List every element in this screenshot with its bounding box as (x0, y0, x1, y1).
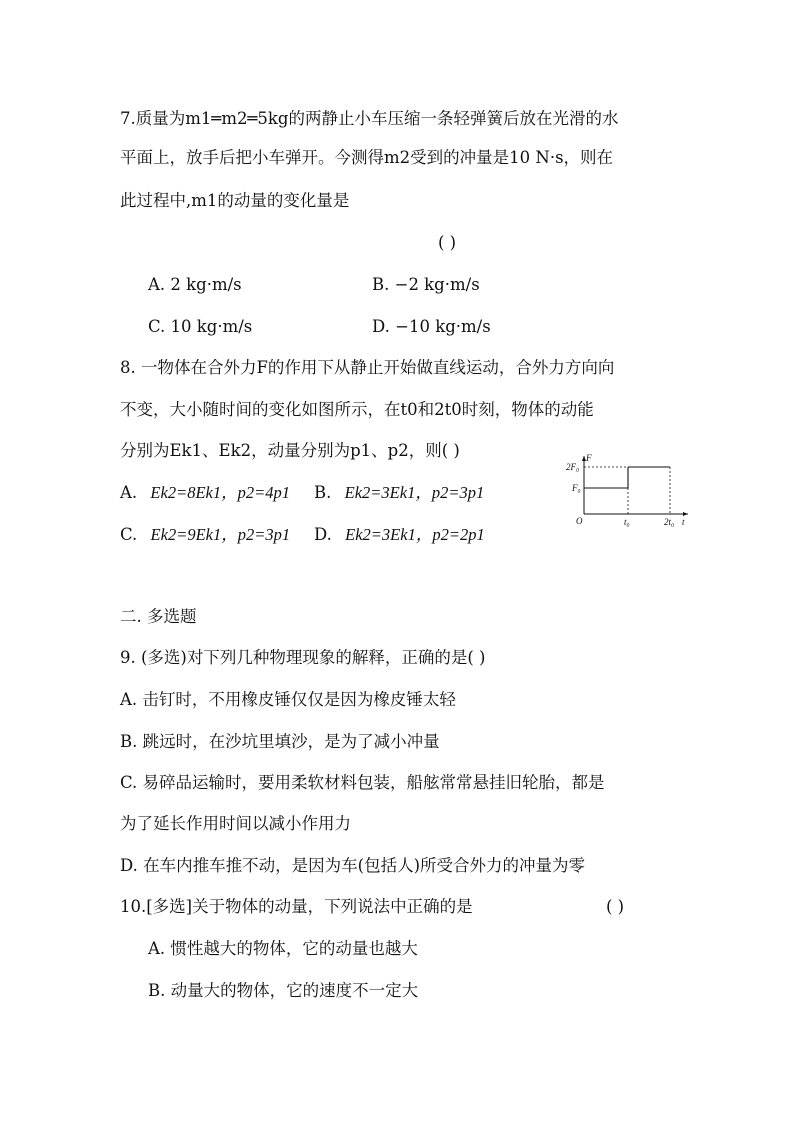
q9-option-c-line-2: 为了延长作用时间以减小作用力 (120, 814, 351, 833)
q10-option-b: B. 动量大的物体，它的速度不一定大 (148, 981, 419, 1000)
q7-answer-paren: ( ) (438, 233, 457, 252)
q8-option-a-text: Ek2=8Ek1，p2=4p1 (150, 483, 290, 502)
q9-line-1: 9. (多选)对下列几种物理现象的解释，正确的是( ) (120, 648, 486, 667)
q7-option-c: C. 10 kg·m/s (148, 317, 253, 336)
graph-x-axis-label: t (682, 517, 685, 527)
q8-option-b (314, 482, 484, 504)
q8-option-a (120, 482, 290, 504)
q8-option-c-text: Ek2=9Ek1，p2=3p1 (150, 525, 291, 544)
q9-option-b: B. 跳远时，在沙坑里填沙，是为了减小冲量 (120, 732, 440, 751)
q8-option-c-label: C. (120, 525, 138, 544)
q8-line-3: 分别为Ek1、Ek2，动量分别为p1、p2，则( ) (120, 441, 460, 460)
q9-option-a: A. 击钉时，不用橡皮锤仅仅是因为橡皮锤太轻 (120, 690, 456, 709)
q10-line-1: 10.[多选]关于物体的动量，下列说法中正确的是 (120, 897, 473, 916)
graph-x-arrow-icon (683, 512, 688, 516)
section-title: 二. 多选题 (120, 607, 197, 626)
q7-option-a: A. 2 kg·m/s (148, 275, 242, 294)
q7-option-b: B. −2 kg·m/s (372, 275, 480, 294)
q8-option-d-label: D. (314, 525, 332, 544)
q8-option-a-label: A. (120, 483, 138, 502)
q8-option-b-label: B. (314, 483, 332, 502)
q7-option-d: D. −10 kg·m/s (372, 317, 491, 336)
q10-answer-paren: ( ) (606, 897, 625, 916)
q7-line-2: 平面上，放手后把小车弹开。今测得m2受到的冲量是10 N·s，则在 (120, 148, 614, 167)
graph-y-axis-label: F (586, 453, 592, 463)
q7-line-1: 7.质量为m1═m2═5kg的两静止小车压缩一条轻弹簧后放在光滑的水 (120, 109, 619, 128)
graph-label-t0: t₀ (624, 517, 630, 527)
q8-option-d-text: Ek2=3Ek1，p2=2p1 (345, 525, 485, 544)
q8-line-2: 不变，大小随时间的变化如图所示，在t0和2t0时刻，物体的动能 (120, 400, 594, 419)
q8-option-d (314, 524, 485, 546)
graph-label-f0: F₀ (572, 483, 581, 493)
force-time-graph (562, 452, 692, 532)
q8-option-c (120, 524, 290, 546)
graph-label-2f0: 2F₀ (566, 462, 580, 472)
q10-option-a: A. 惯性越大的物体，它的动量也越大 (148, 939, 418, 958)
q7-line-3: 此过程中,m1的动量的变化量是 (120, 191, 350, 210)
graph-label-2t0: 2t₀ (664, 517, 675, 527)
q8-line-1: 8. 一物体在合外力F的作用下从静止开始做直线运动，合外力方向向 (120, 358, 615, 377)
graph-label-origin: O (576, 516, 583, 526)
q9-option-d: D. 在车内推车推不动，是因为车(包括人)所受合外力的冲量为零 (120, 856, 586, 875)
q9-option-c-line-1: C. 易碎品运输时，要用柔软材料包装，船舷常常悬挂旧轮胎，都是 (120, 773, 605, 792)
q8-option-b-text: Ek2=3Ek1，p2=3p1 (344, 483, 485, 502)
